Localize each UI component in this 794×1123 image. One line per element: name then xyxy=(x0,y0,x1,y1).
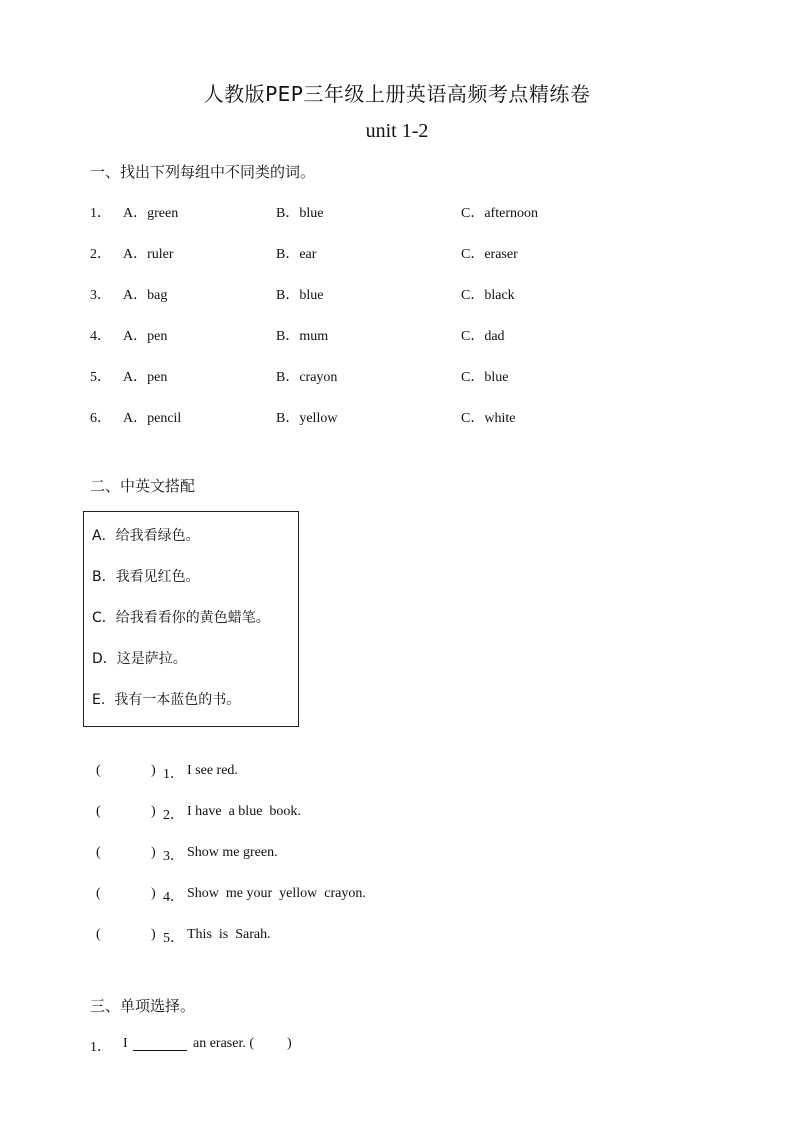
question-row-2 xyxy=(90,243,710,265)
item-number: 1． xyxy=(163,767,184,782)
answer-paren-close: ) xyxy=(151,886,156,901)
section-3-heading: 三、单项选择。 xyxy=(90,997,196,1015)
chinese-option-c: C．给我看看你的黄色蜡笔。 xyxy=(92,610,270,626)
match-item-2 xyxy=(96,804,496,826)
chinese-option-a: A．给我看绿色。 xyxy=(92,528,200,544)
item-text: I have a blue book. xyxy=(187,804,301,819)
option-b: B．blue xyxy=(276,206,324,221)
option-c: C．white xyxy=(461,411,516,426)
question-row-3 xyxy=(90,284,710,306)
match-item-5 xyxy=(96,927,496,949)
answer-paren-open: ( xyxy=(96,886,101,901)
item-number: 2． xyxy=(163,808,184,823)
question-row-5 xyxy=(90,366,710,388)
question-number: 5． xyxy=(90,370,111,385)
question-number: 1． xyxy=(90,1040,111,1055)
question-number: 1． xyxy=(90,206,111,221)
question-number: 3． xyxy=(90,288,111,303)
item-text: Show me your yellow crayon. xyxy=(187,886,366,901)
question-text-after: an eraser. ( xyxy=(193,1036,255,1051)
option-a: A．pencil xyxy=(123,411,182,426)
match-item-4 xyxy=(96,886,496,908)
section-1-heading: 一、找出下列每组中不同类的词。 xyxy=(90,163,316,181)
option-a: A．ruler xyxy=(123,247,174,262)
chinese-option-b: B．我看见红色。 xyxy=(92,569,200,585)
option-b: B．crayon xyxy=(276,370,338,385)
option-a: A．pen xyxy=(123,370,168,385)
question-number: 2． xyxy=(90,247,111,262)
option-b: B．yellow xyxy=(276,411,338,426)
chinese-options-box xyxy=(83,511,299,727)
item-number: 5． xyxy=(163,931,184,946)
option-a: A．green xyxy=(123,206,179,221)
item-text: This is Sarah. xyxy=(187,927,271,942)
section-2-heading: 二、中英文搭配 xyxy=(90,477,196,495)
option-c: C．black xyxy=(461,288,515,303)
answer-paren-open: ( xyxy=(96,845,101,860)
option-b: B．ear xyxy=(276,247,317,262)
answer-paren-close: ) xyxy=(151,845,156,860)
page-title: 人教版PEP三年级上册英语高频考点精练卷 xyxy=(203,82,591,106)
option-a: A．pen xyxy=(123,329,168,344)
answer-paren-open: ( xyxy=(96,804,101,819)
question-row-4 xyxy=(90,325,710,347)
item-number: 3． xyxy=(163,849,184,864)
question-row-6 xyxy=(90,407,710,429)
answer-paren-close: ) xyxy=(151,763,156,778)
item-text: I see red. xyxy=(187,763,238,778)
match-item-1 xyxy=(96,763,496,785)
item-number: 4． xyxy=(163,890,184,905)
item-text: Show me green. xyxy=(187,845,278,860)
page-subtitle: unit 1-2 xyxy=(365,120,429,142)
answer-paren-open: ( xyxy=(96,927,101,942)
question-number: 6． xyxy=(90,411,111,426)
option-b: B．blue xyxy=(276,288,324,303)
option-b: B．mum xyxy=(276,329,329,344)
option-c: C．eraser xyxy=(461,247,518,262)
question-number: 4． xyxy=(90,329,111,344)
option-c: C．afternoon xyxy=(461,206,538,221)
chinese-option-d: D．这是萨拉。 xyxy=(92,651,187,667)
answer-paren-close: ) xyxy=(151,927,156,942)
answer-paren-open: ( xyxy=(96,763,101,778)
answer-paren-close: ) xyxy=(287,1036,292,1051)
option-a: A．bag xyxy=(123,288,168,303)
question-row-1 xyxy=(90,202,710,224)
option-c: C．blue xyxy=(461,370,509,385)
option-c: C．dad xyxy=(461,329,505,344)
question-text-before: I xyxy=(123,1036,128,1051)
answer-paren-close: ) xyxy=(151,804,156,819)
mc-question-1 xyxy=(90,1036,490,1058)
answer-blank xyxy=(133,1036,187,1056)
chinese-option-e: E. 我有一本蓝色的书。 xyxy=(92,692,241,708)
match-item-3 xyxy=(96,845,496,867)
